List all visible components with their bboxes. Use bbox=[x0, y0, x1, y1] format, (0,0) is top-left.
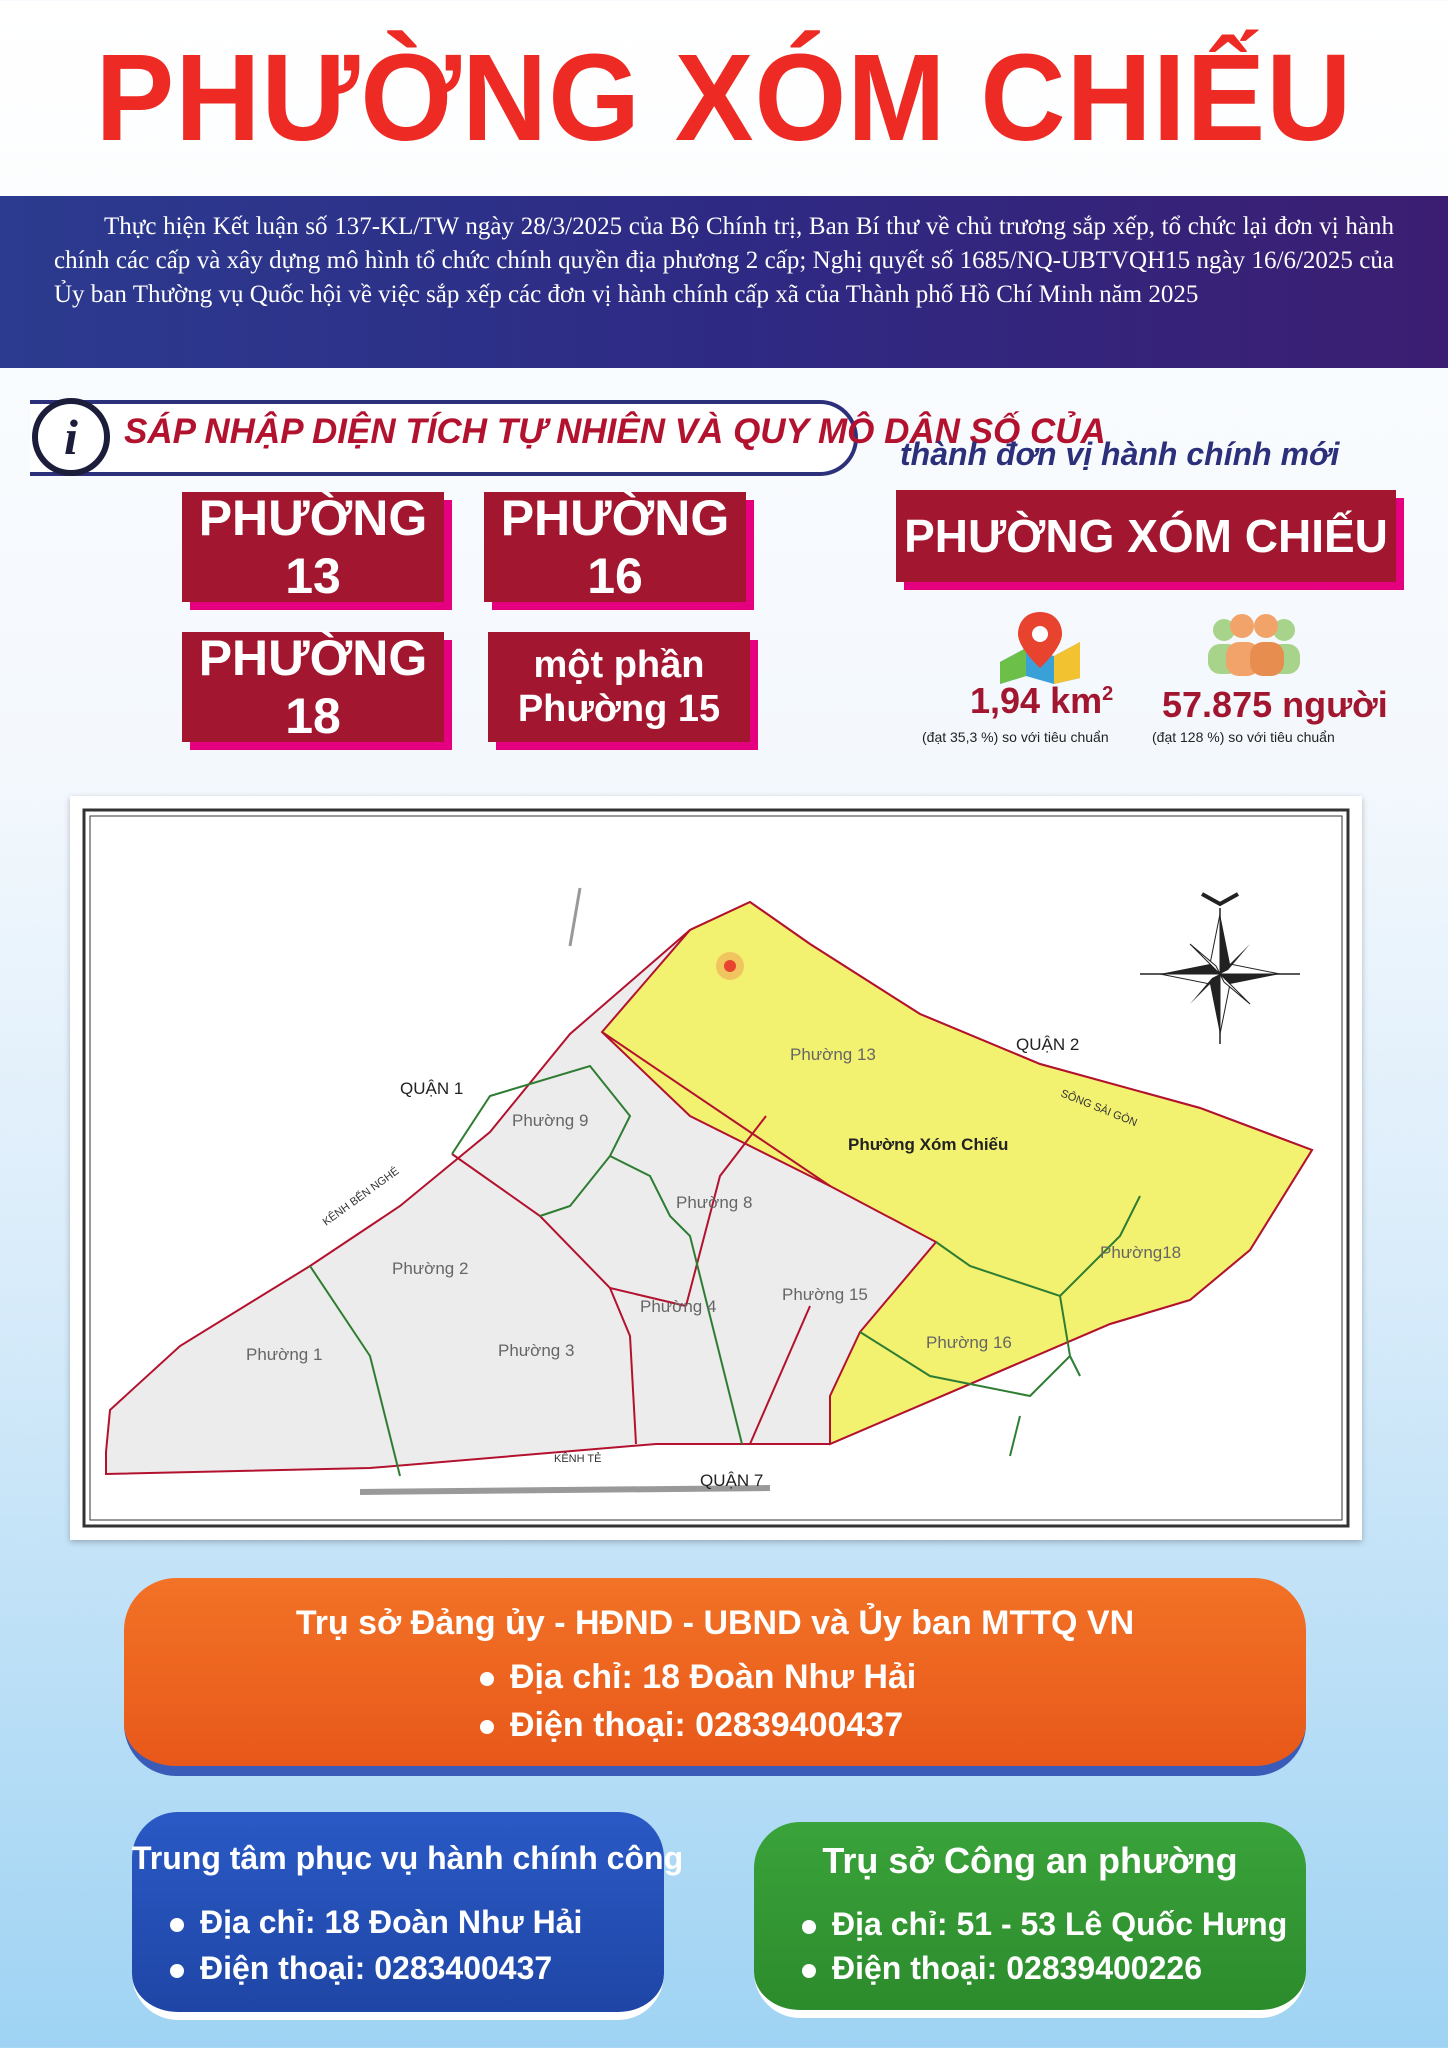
map-label-p4: Phường 4 bbox=[640, 1297, 717, 1316]
compass-icon bbox=[1140, 894, 1300, 1044]
bullet-icon bbox=[170, 1964, 184, 1978]
new-ward-box: PHƯỜNG XÓM CHIẾU bbox=[896, 490, 1396, 582]
people-icon bbox=[1202, 612, 1306, 676]
map-label-p16: Phường 16 bbox=[926, 1333, 1012, 1352]
public-admin-phone: Điện thoại: 0283400437 bbox=[170, 1950, 552, 1987]
hq-phone: Điện thoại: 02839400437 bbox=[480, 1706, 903, 1745]
police-panel bbox=[754, 1822, 1306, 2018]
bullet-icon bbox=[802, 1964, 816, 1978]
public-admin-address: Địa chỉ: 18 Đoàn Như Hải bbox=[170, 1904, 582, 1941]
ward-map-svg bbox=[70, 796, 1362, 1540]
public-admin-panel bbox=[132, 1812, 684, 2020]
bullet-icon bbox=[170, 1918, 184, 1932]
bullet-icon bbox=[480, 1720, 494, 1734]
map-label-song-sai-gon: SÔNG SÀI GÒN bbox=[1058, 1087, 1139, 1130]
ward-map bbox=[70, 796, 1362, 1540]
map-label-q1: QUẬN 1 bbox=[400, 1079, 464, 1098]
merge-heading: SÁP NHẬP DIỆN TÍCH TỰ NHIÊN VÀ QUY MÔ DÂN SỐ CỦA bbox=[124, 412, 1106, 451]
population-value: 57.875 người bbox=[1162, 684, 1388, 725]
map-label-p3: Phường 3 bbox=[498, 1341, 575, 1360]
bullet-icon bbox=[802, 1920, 816, 1934]
new-unit-label: thành đơn vị hành chính mới bbox=[900, 436, 1340, 472]
ward-box-18: PHƯỜNG 18 bbox=[182, 632, 444, 742]
police-address: Địa chỉ: 51 - 53 Lê Quốc Hưng bbox=[802, 1906, 1287, 1943]
area-note: (đạt 35,3 %) so với tiêu chuẩn bbox=[922, 729, 1109, 745]
intro-text: Thực hiện Kết luận số 137-KL/TW ngày 28/3/2025 của Bộ Chính trị, Ban Bí thư về chủ trương sắp xếp, tổ chức lại đơn vị hành chính các cấp và xây dựng mô hình tổ chức chính quyền địa phương 2 cấp; Nghị quyết số 1685/NQ-UBTVQH15 ngày 16/6/2025 của Ủy ban Thường vụ Quốc hội về việc sắp xếp các đơn vị hành chính cấp xã của Thành phố Hồ Chí Minh năm 2025 bbox=[0, 196, 1448, 368]
police-phone: Điện thoại: 02839400226 bbox=[802, 1950, 1202, 1987]
map-label-q7: QUẬN 7 bbox=[700, 1471, 764, 1490]
map-label-xom-chieu: Phường Xóm Chiếu bbox=[848, 1135, 1009, 1154]
page-title: PHƯỜNG XÓM CHIẾU bbox=[95, 28, 1353, 168]
map-label-ben-nghe: KÊNH BẾN NGHÉ bbox=[320, 1165, 402, 1229]
bullet-icon bbox=[480, 1672, 494, 1686]
partial-line-1: một phần bbox=[533, 644, 705, 686]
ward-box-partial-15 bbox=[488, 632, 750, 742]
map-label-p2: Phường 2 bbox=[392, 1259, 469, 1278]
public-admin-title: Trung tâm phục vụ hành chính công bbox=[132, 1840, 684, 1876]
map-label-q2: QUẬN 2 bbox=[1016, 1035, 1080, 1054]
map-label-p18: Phường18 bbox=[1100, 1243, 1182, 1262]
map-label-p13: Phường 13 bbox=[790, 1045, 876, 1064]
partial-line-2: Phường 15 bbox=[517, 688, 721, 730]
map-label-p1: Phường 1 bbox=[246, 1345, 323, 1364]
ward-box-16: PHƯỜNG 16 bbox=[484, 492, 746, 602]
map-label-kenh-te: KÊNH TẺ bbox=[554, 1453, 602, 1465]
map-label-p15: Phường 15 bbox=[782, 1285, 868, 1304]
map-label-p8: Phường 8 bbox=[676, 1193, 753, 1212]
map-pin-icon bbox=[996, 612, 1084, 684]
map-label-p9: Phường 9 bbox=[512, 1111, 589, 1130]
hq-address: Địa chỉ: 18 Đoàn Như Hải bbox=[480, 1658, 916, 1697]
population-note: (đạt 128 %) so với tiêu chuẩn bbox=[1152, 729, 1335, 745]
police-title: Trụ sở Công an phường bbox=[822, 1840, 1238, 1881]
hq-title: Trụ sở Đảng ủy - HĐND - UBND và Ủy ban MTTQ VN bbox=[295, 1604, 1135, 1642]
hq-panel bbox=[124, 1578, 1306, 1776]
info-icon: i bbox=[32, 398, 110, 476]
area-value: 1,94 $km^2$ bbox=[970, 680, 1114, 721]
ward-box-13: PHƯỜNG 13 bbox=[182, 492, 444, 602]
